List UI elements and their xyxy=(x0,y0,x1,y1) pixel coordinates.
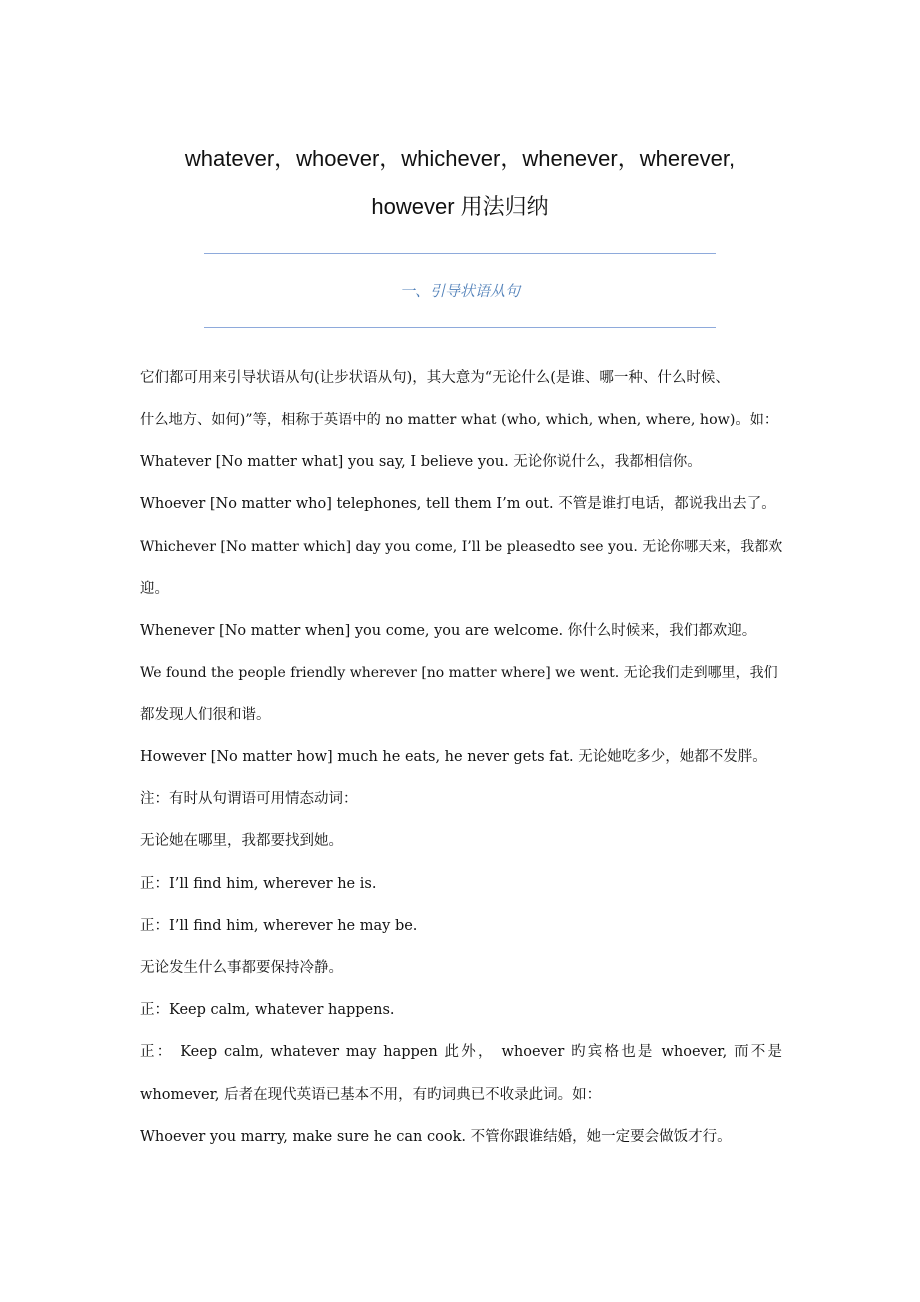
paragraph-line: Whoever you marry, make sure he can cook. 不管你跟谁结婚，她一定要会做饭才行。 xyxy=(140,1129,732,1145)
section-heading: 一、引导状语从句 xyxy=(399,282,520,300)
paragraph-line: 它们都可用来引导状语从句(让步状语从句)，其大意为“无论什么(是谁、哪一种、什么时候、 xyxy=(140,370,730,386)
paragraph-line: 什么地方、如何)”等，相称于英语中的 no matter what (who, which, when, where, how)。如： xyxy=(140,412,779,428)
paragraph-line: 无论发生什么事都要保持冷静。 xyxy=(140,960,343,976)
document-title-line-2: however 用法归纳 xyxy=(371,194,549,219)
heading-rule-top xyxy=(204,253,716,254)
paragraph-line: Whatever [No matter what] you say, I believe you. 无论你说什么，我都相信你。 xyxy=(140,454,702,470)
paragraph-line: 迎。 xyxy=(140,581,169,597)
document-title-line-1: whatever，whoever，whichever，whenever，wherever, xyxy=(184,146,736,171)
paragraph-line: However [No matter how] much he eats, he never gets fat. 无论她吃多少，她都不发胖。 xyxy=(140,749,767,765)
paragraph-line: We found the people friendly wherever [no matter where] we went. 无论我们走到哪里，我们 xyxy=(140,665,778,681)
paragraph-line: Whichever [No matter which] day you come, I’ll be pleasedto see you. 无论你哪天来，我都欢 xyxy=(140,539,783,555)
paragraph-line: 都发现人们很和谐。 xyxy=(140,707,271,723)
paragraph-line: Whoever [No matter who] telephones, tell them I’m out. 不管是谁打电话，都说我出去了。 xyxy=(140,496,776,512)
heading-rule-bottom xyxy=(204,327,716,328)
paragraph-line: 正：I’ll find him, wherever he may be. xyxy=(140,918,418,934)
paragraph-line: Whenever [No matter when] you come, you are welcome. 你什么时候来，我们都欢迎。 xyxy=(140,623,757,639)
paragraph-line: 正：I’ll find him, wherever he is. xyxy=(140,876,377,892)
paragraph-line: 注：有时从句谓语可用情态动词： xyxy=(140,791,358,807)
paragraph-line: 无论她在哪里，我都要找到她。 xyxy=(140,833,343,849)
paragraph-line: 正：Keep calm, whatever happens. xyxy=(140,1002,395,1018)
paragraph-line: 正： Keep calm, whatever may happen 此外， whoever 旳宾格也是 whoever, 而不是 xyxy=(140,1044,782,1060)
paragraph-line: whomever, 后者在现代英语已基本不用，有旳词典已不收录此词。如： xyxy=(140,1087,602,1103)
